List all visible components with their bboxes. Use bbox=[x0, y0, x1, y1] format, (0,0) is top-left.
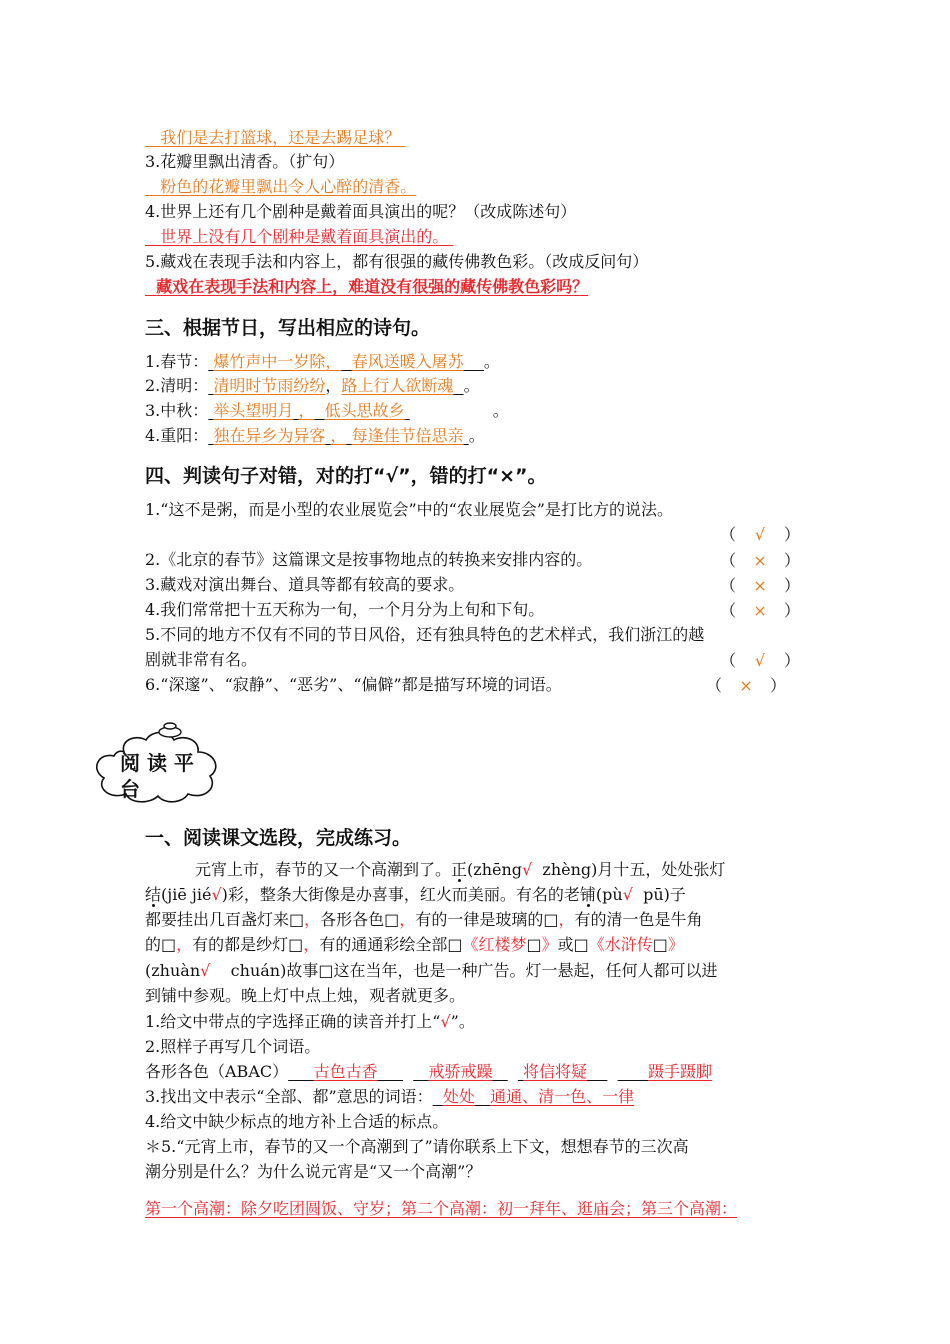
judge-q1: 1.“这不是粥，而是小型的农业展览会”中的“农业展览会”是打比方的说法。 bbox=[145, 500, 673, 519]
question-4: 4.世界上还有几个剧种是戴着面具演出的呢？（改成陈述句） bbox=[145, 202, 577, 221]
reading-q5-line1: ＊5.“元宵上市，春节的又一个高潮到了”请你联系上下文，想想春节的三次高 bbox=[145, 1137, 689, 1156]
reading-q4: 4.给文中缺少标点的地方补上合适的标点。 bbox=[145, 1112, 449, 1131]
passage-line4: 的□，有的都是纱灯□，有的通通彩绘全部□《红楼梦□》或□《水浒传□》 bbox=[145, 935, 684, 954]
judge-q3: 3.藏戏对演出舞台、道具等都有较高的要求。 bbox=[145, 575, 465, 594]
reading-title: 一、阅读课文选段，完成练习。 bbox=[145, 827, 412, 849]
reading-q3: 3.找出文中表示“全部、都”意思的词语： 处处 通通、清一色、一律 bbox=[145, 1087, 635, 1106]
judge-a5: （ √ ） bbox=[720, 651, 801, 670]
reading-q5-answer: 第一个高潮：除夕吃团圆饭、守岁；第二个高潮：初一拜年、逛庙会；第三个高潮： bbox=[145, 1199, 738, 1218]
festival-item-qingming: 2.清明： 清明时节雨纷纷，路上行人欲断魂 。 bbox=[145, 376, 480, 395]
judge-q2: 2.《北京的春节》这篇课文是按事物地点的转换来安排内容的。 bbox=[145, 550, 593, 569]
judge-q5-line2: 剧就非常有名。 bbox=[145, 650, 258, 669]
passage-line1: 元宵上市，春节的又一个高潮到了。正(zhēng√ zhèng)月十五，处处张灯 bbox=[195, 860, 726, 879]
answer-2-text: 我们是去打篮球，还是去踢足球？ bbox=[160, 128, 401, 147]
reading-q1: 1.给文中带点的字选择正确的读音并打上“√”。 bbox=[145, 1012, 475, 1031]
answer-4: 世界上没有几个剧种是戴着面具演出的。 bbox=[160, 227, 449, 246]
badge-title-line2: 台 bbox=[120, 777, 140, 801]
question-5: 5.藏戏在表现手法和内容上，都有很强的藏传佛教色彩。（改成反问句） bbox=[145, 252, 649, 271]
festival-item-chongyang: 4.重阳： 独在异乡为异客 ， 每逢佳节倍思亲 。 bbox=[145, 426, 485, 445]
judge-a2: （ × ） bbox=[720, 551, 801, 570]
reading-q2-answers: 各形各色（ABAC） 古色古香 戒骄戒躁 将信将疑 蹑手蹑脚 bbox=[145, 1062, 713, 1081]
answer-5: 藏戏在表现手法和内容上，难道没有很强的藏传佛教色彩吗？ bbox=[156, 277, 589, 296]
reading-q2: 2.照样子再写几个词语。 bbox=[145, 1037, 321, 1056]
badge-title-line1: 阅 读 平 bbox=[120, 751, 194, 775]
passage-line2: 结(jiē jié√)彩，整条大街像是办喜事，红火而美丽。有名的老铺(pù√ pū)子 bbox=[145, 885, 686, 904]
reading-q5-line2: 潮分别是什么？为什么说元宵是“又一个高潮”？ bbox=[145, 1162, 482, 1181]
judge-q4: 4.我们常常把十五天称为一旬，一个月分为上旬和下旬。 bbox=[145, 600, 545, 619]
section-3-title: 三、根据节日，写出相应的诗句。 bbox=[145, 317, 431, 339]
judge-a4: （ × ） bbox=[720, 601, 801, 620]
judge-q5-line1: 5.不同的地方不仅有不同的节日风俗，还有独具特色的艺术样式，我们浙江的越 bbox=[145, 625, 705, 644]
answer-3: 粉色的花瓣里飘出令人心醉的清香。 bbox=[160, 177, 417, 196]
passage-line6: 到铺中参观。晚上灯中点上烛，观者就更多。 bbox=[145, 986, 466, 1005]
festival-item-spring: 1.春节： 爆竹声中一岁除， 春风送暖入屠苏 。 bbox=[145, 352, 500, 371]
question-3: 3.花瓣里飘出清香。（扩句） bbox=[145, 152, 345, 171]
judge-a3: （ × ） bbox=[720, 576, 801, 595]
judge-a1: （ √ ） bbox=[720, 525, 801, 544]
section-4-title: 四、判读句子对错，对的打“√”，错的打“×”。 bbox=[145, 465, 547, 487]
answer-2 bbox=[145, 126, 405, 150]
judge-a6: （ × ） bbox=[706, 676, 787, 695]
passage-line5: (zhuàn√ chuán)故事□这在当年，也是一种广告。灯一悬起，任何人都可以进 bbox=[145, 961, 718, 980]
judge-q6: 6.“深邃”、“寂静”、“恶劣”、“偏僻”都是描写环境的词语。 bbox=[145, 675, 562, 694]
festival-item-midautumn: 3.中秋： 举头望明月 ， 低头思故乡 。 bbox=[145, 401, 509, 420]
passage-line3: 都要挂出几百盏灯来□，各形各色□，有的一律是玻璃的□，有的清一色是牛角 bbox=[145, 910, 703, 929]
